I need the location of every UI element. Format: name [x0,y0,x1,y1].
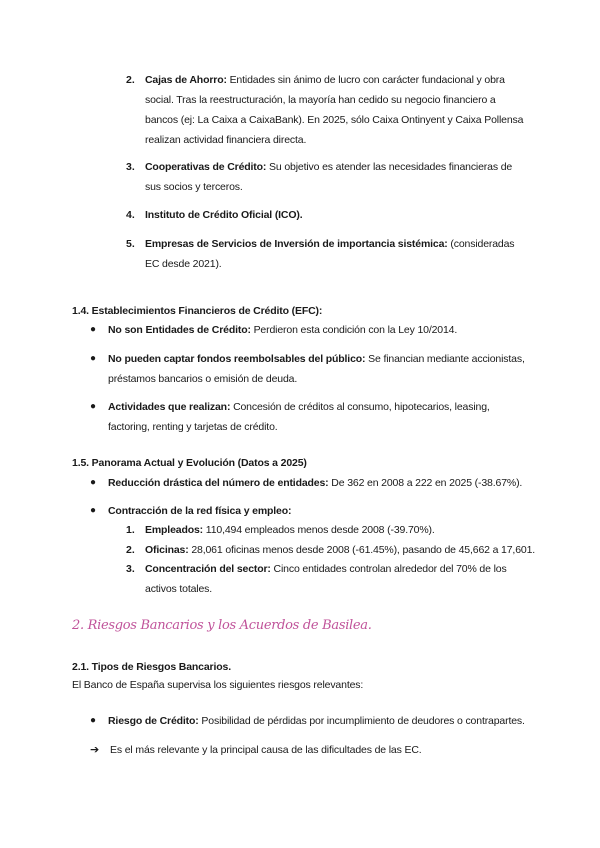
section-title-2: 2. Riesgos Bancarios y los Acuerdos de Basilea. [72,618,372,633]
term-description: 28,061 oficinas menos desde 2008 (-61.45%), pasando de 45,662 a 17,601. [188,544,536,556]
list-number: 5. [126,238,135,250]
term-description: Perdieron esta condición con la Ley 10/2014. [250,324,458,336]
bullet-item-reduccion [108,473,528,493]
term-description: Se financian mediante accionistas, préstamos bancarios o emisión de deuda. [108,353,525,385]
list-number: 2. [126,74,135,86]
section-heading-1-4: 1.4. Establecimientos Financieros de Crédito (EFC): [72,305,323,317]
list-item-ico [145,205,530,225]
list-item-esi [145,234,530,274]
intro-paragraph: El Banco de España supervisa los siguientes riesgos relevantes: [72,679,364,691]
arrow-icon: ➔ [90,744,100,756]
term-description: Entidades sin ánimo de lucro con carácter fundacional y obra social. Tras la reestructuración, la mayoría han cedido su negocio financiero a bancos (ej: La Caixa a CaixaBank). En 2025, sólo Caixa Ontinyent y Caixa Pollensa realizan actividad financiera directa. [145,74,524,146]
section-heading-1-5: 1.5. Panorama Actual y Evolución (Datos a 2025) [72,457,307,469]
term-description: (consideradas EC desde 2021). [145,238,515,270]
bullet-item-no-captar [108,349,528,389]
list-number: 3. [126,563,135,575]
sublist-item-oficinas [145,540,540,560]
term-description: Su objetivo es atender las necesidades financieras de sus socios y terceros. [145,161,513,193]
term-label: Empleados: [145,524,204,536]
term-label: No son Entidades de Crédito: [108,324,251,336]
term-label: Contracción de la red física y empleo: [108,505,292,517]
list-number: 2. [126,544,135,556]
bullet-icon: ● [90,324,97,335]
list-number: 1. [126,524,135,536]
term-label: Oficinas: [145,544,189,556]
term-label: Concentración del sector: [145,563,271,575]
bullet-icon: ● [90,353,97,364]
bullet-item-contraccion [108,501,528,521]
section-heading-2-1: 2.1. Tipos de Riesgos Bancarios. [72,661,231,673]
term-label: Empresas de Servicios de Inversión de importancia sistémica: [145,238,448,250]
term-label: Reducción drástica del número de entidades: [108,477,329,489]
term-label: No pueden captar fondos reembolsables del público: [108,353,366,365]
bullet-icon: ● [90,715,97,726]
list-item-cajas-de-ahorro [145,70,530,150]
term-description: 110,494 empleados menos desde 2008 (-39.70%). [203,524,435,536]
term-label: Riesgo de Crédito: [108,715,199,727]
bullet-icon: ● [90,505,97,516]
term-label: Cajas de Ahorro: [145,74,227,86]
bullet-item-no-entidades [108,320,528,340]
bullet-icon: ● [90,401,97,412]
term-description: Concesión de créditos al consumo, hipotecarios, leasing, factoring, renting y tarjetas de crédito. [108,401,490,433]
bullet-item-riesgo-credito [108,711,528,731]
bullet-item-actividades [108,397,533,437]
sublist-item-concentracion [145,559,510,599]
sublist-item-empleados [145,520,530,540]
term-description: De 362 en 2008 a 222 en 2025 (-38.67%). [328,477,523,489]
term-label: Actividades que realizan: [108,401,231,413]
bullet-icon: ● [90,477,97,488]
term-label: Cooperativas de Crédito: [145,161,267,173]
term-label: Instituto de Crédito Oficial (ICO). [145,209,303,221]
term-description: Cinco entidades controlan alrededor del 70% de los activos totales. [145,563,507,595]
arrow-item-text: Es el más relevante y la principal causa de las dificultades de las EC. [110,744,422,756]
list-item-cooperativas [145,157,530,197]
list-number: 3. [126,161,135,173]
term-description: Posibilidad de pérdidas por incumplimiento de deudores o contrapartes. [198,715,525,727]
list-number: 4. [126,209,135,221]
